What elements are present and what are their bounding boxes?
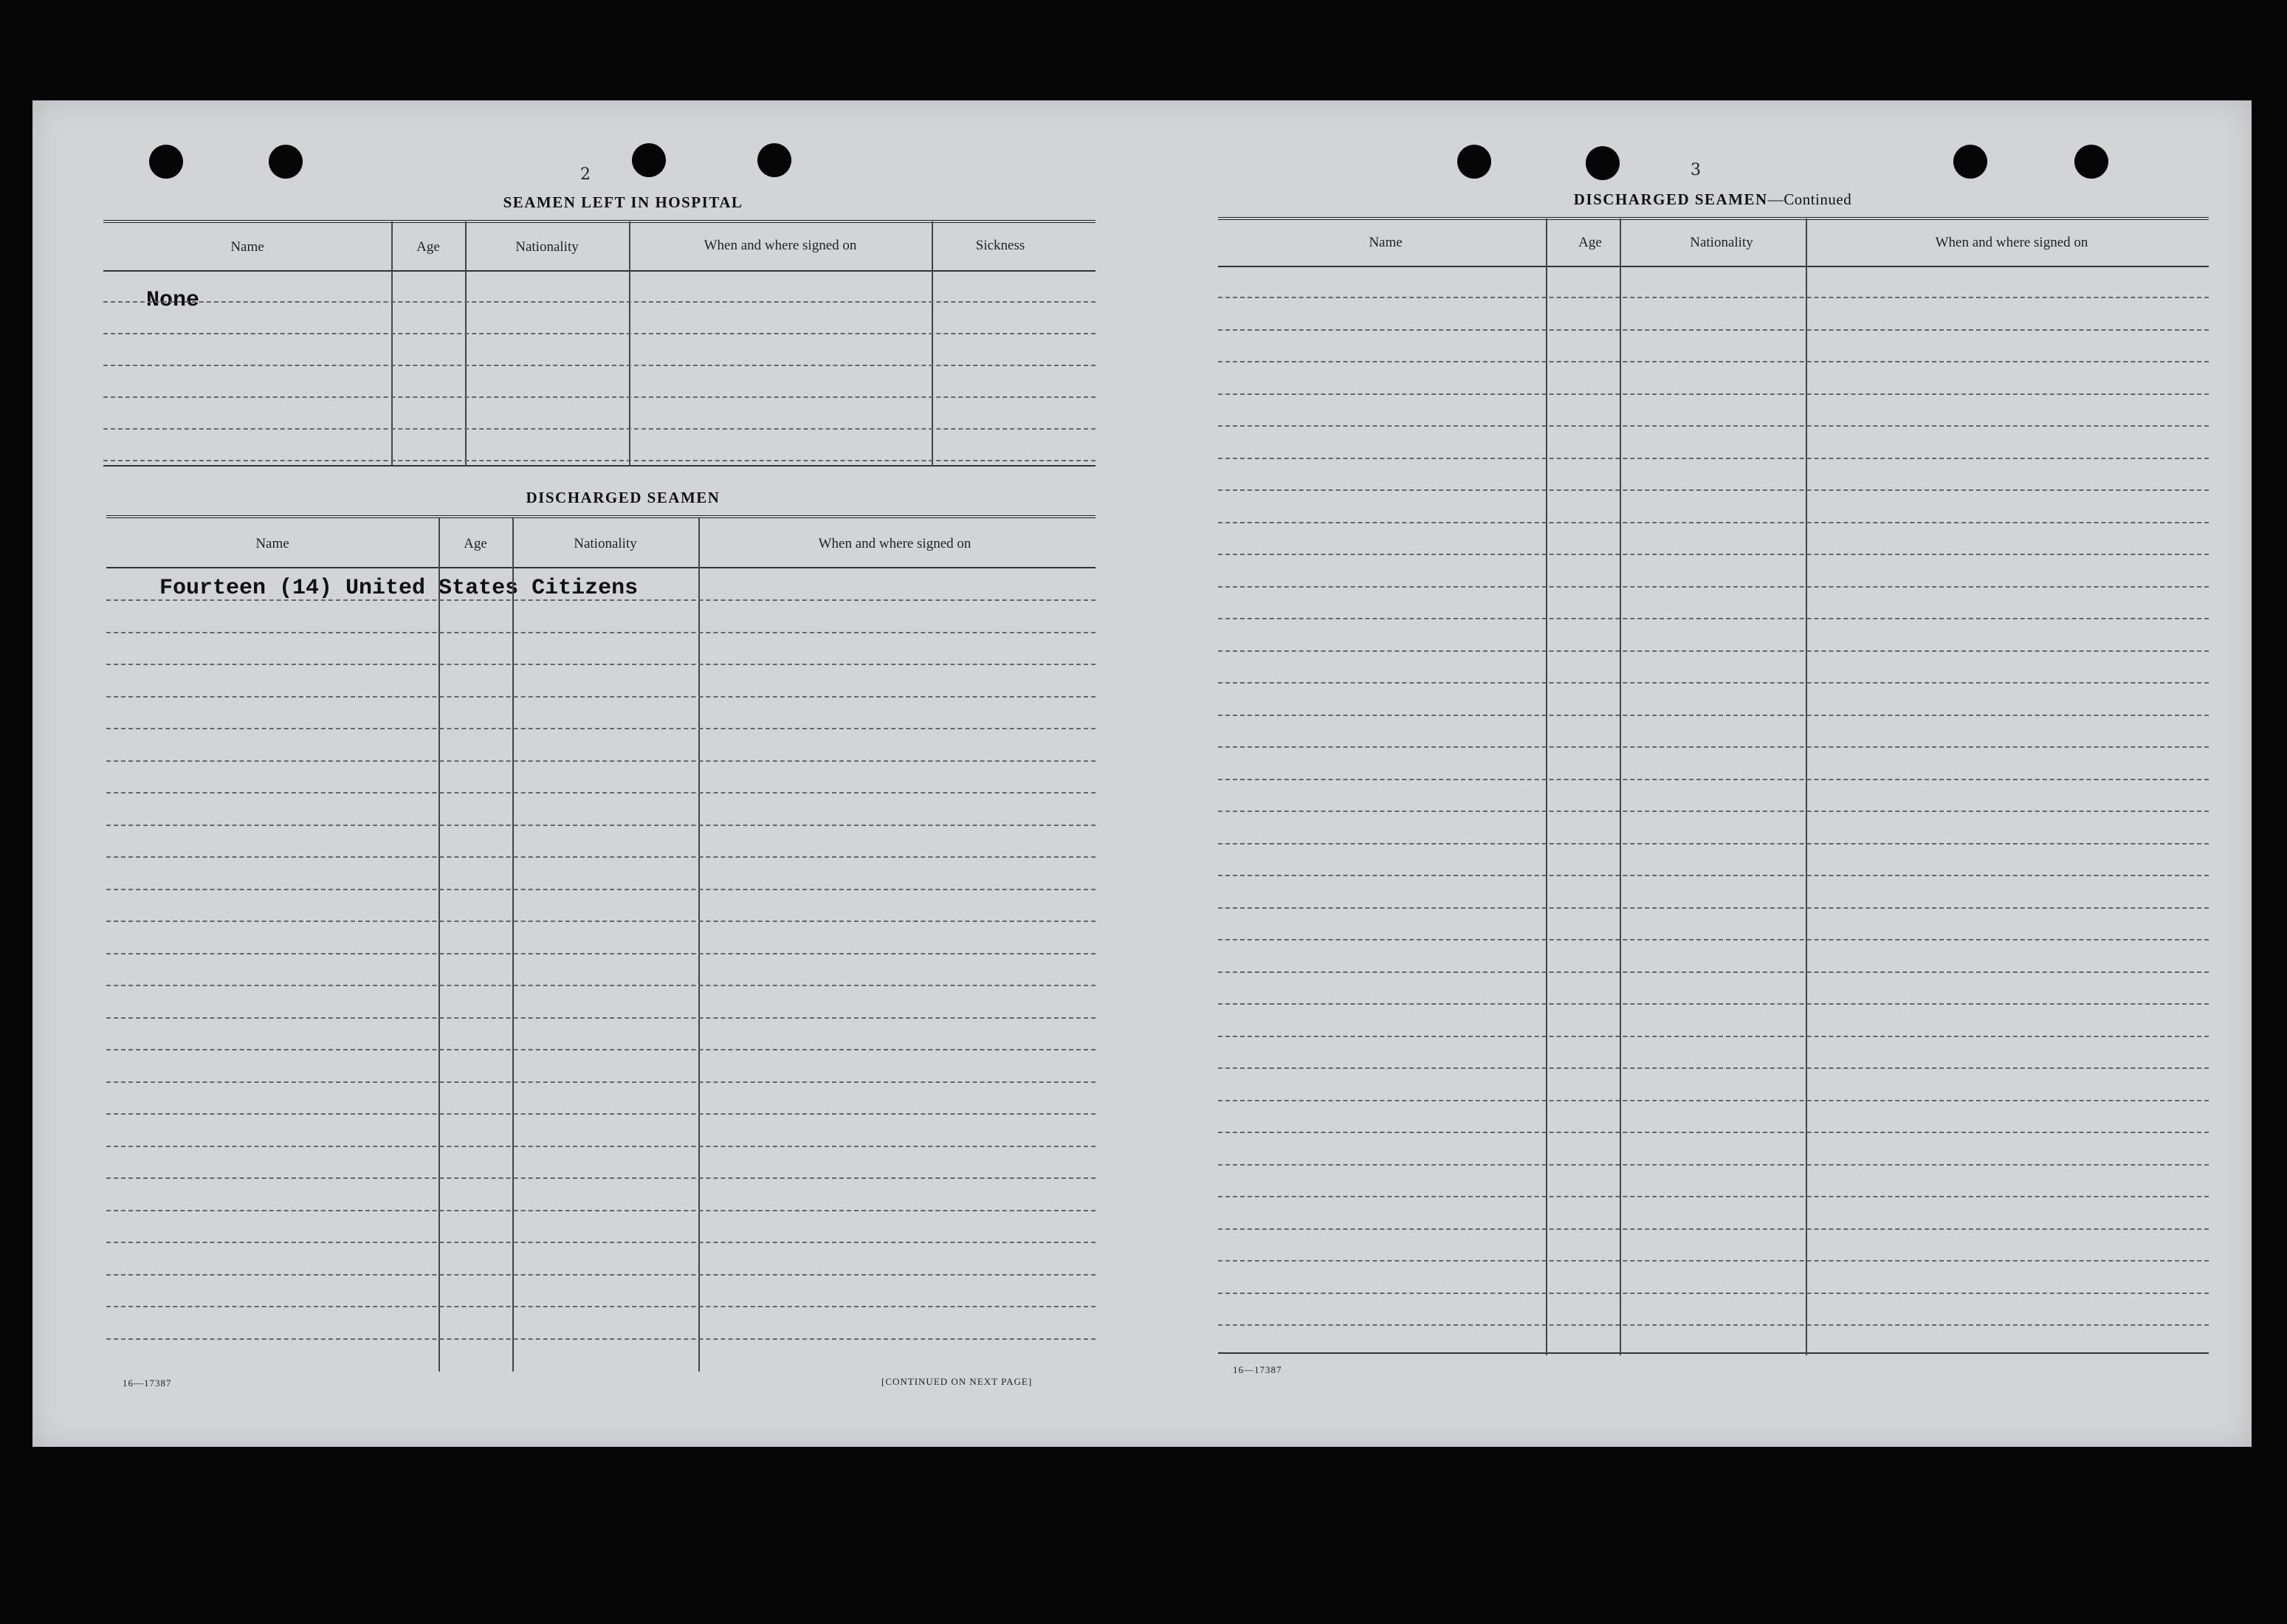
discharged-row-line bbox=[106, 856, 1096, 858]
discharged-top-rule bbox=[106, 515, 1096, 518]
discharged-row-line bbox=[106, 953, 1096, 954]
discharged-col-signed-on-header: When and where signed on bbox=[818, 536, 971, 551]
discharged-row-line bbox=[106, 632, 1096, 633]
right-row-line bbox=[1218, 618, 2209, 619]
punch-hole-6 bbox=[1586, 146, 1620, 180]
right-section-title-suffix: —Continued bbox=[1767, 190, 1852, 208]
discharged-row-line bbox=[106, 1146, 1096, 1147]
right-row-line bbox=[1218, 1036, 2209, 1037]
punch-hole-4 bbox=[757, 143, 791, 177]
right-col-signed-on-header: When and where signed on bbox=[1935, 235, 2088, 250]
right-row-line bbox=[1218, 1324, 2209, 1326]
right-row-line bbox=[1218, 1067, 2209, 1069]
hospital-col-nationality-header: Nationality bbox=[515, 239, 579, 255]
form-sheet bbox=[32, 100, 2252, 1447]
hospital-row-line bbox=[103, 428, 1096, 430]
right-row-line bbox=[1218, 1196, 2209, 1197]
right-row-line bbox=[1218, 329, 2209, 331]
hospital-column-divider bbox=[932, 221, 933, 467]
right-row-line bbox=[1218, 297, 2209, 298]
discharged-row-line bbox=[106, 1210, 1096, 1211]
hospital-column-divider bbox=[391, 221, 393, 467]
punch-hole-2 bbox=[269, 145, 303, 179]
discharged-row-line bbox=[106, 664, 1096, 665]
right-row-line bbox=[1218, 1100, 2209, 1101]
right-bottom-rule bbox=[1218, 1352, 2209, 1354]
hospital-col-signed-on-header: When and where signed on bbox=[704, 238, 857, 253]
discharged-row-line bbox=[106, 792, 1096, 794]
right-row-line bbox=[1218, 458, 2209, 459]
left-form-number: 16—17387 bbox=[123, 1377, 172, 1389]
discharged-row-line bbox=[106, 1274, 1096, 1276]
hospital-col-name-header: Name bbox=[230, 239, 264, 255]
hospital-col-sickness-header: Sickness bbox=[975, 238, 1025, 253]
right-row-line bbox=[1218, 1293, 2209, 1294]
right-section-title-main: DISCHARGED SEAMEN bbox=[1573, 190, 1768, 208]
hospital-top-rule bbox=[103, 220, 1096, 223]
punch-hole-5 bbox=[1457, 145, 1491, 179]
right-row-line bbox=[1218, 1164, 2209, 1166]
hospital-row-line bbox=[103, 333, 1096, 334]
right-row-line bbox=[1218, 811, 2209, 812]
hospital-header-rule bbox=[103, 270, 1096, 272]
discharged-col-nationality-header: Nationality bbox=[574, 536, 637, 551]
hospital-row-line bbox=[103, 301, 1096, 303]
discharged-column-divider bbox=[512, 518, 514, 1372]
discharged-row-line bbox=[106, 1081, 1096, 1083]
punch-hole-3 bbox=[632, 143, 666, 177]
right-col-age-header: Age bbox=[1578, 235, 1602, 250]
right-row-line bbox=[1218, 393, 2209, 395]
discharged-row-line bbox=[106, 921, 1096, 922]
right-row-line bbox=[1218, 425, 2209, 427]
right-row-line bbox=[1218, 939, 2209, 940]
right-top-rule bbox=[1218, 217, 2209, 220]
right-row-line bbox=[1218, 489, 2209, 491]
discharged-row-line bbox=[106, 728, 1096, 729]
discharged-row-line bbox=[106, 1338, 1096, 1340]
right-row-line bbox=[1218, 1003, 2209, 1005]
hospital-row-line bbox=[103, 460, 1096, 461]
right-section-title bbox=[1491, 190, 1934, 209]
discharged-row-line bbox=[106, 1049, 1096, 1050]
right-col-nationality-header: Nationality bbox=[1690, 235, 1753, 250]
hospital-bottom-rule bbox=[103, 465, 1096, 467]
right-column-divider bbox=[1620, 219, 1621, 1355]
punch-hole-8 bbox=[2074, 145, 2108, 179]
discharged-col-name-header: Name bbox=[255, 536, 289, 551]
hospital-column-divider bbox=[465, 221, 467, 467]
right-col-name-header: Name bbox=[1369, 235, 1403, 250]
right-header-rule bbox=[1218, 266, 2209, 267]
discharged-row-line bbox=[106, 696, 1096, 698]
discharged-row-line bbox=[106, 825, 1096, 826]
discharged-entry-text: Fourteen (14) United States Citizens bbox=[159, 576, 639, 601]
right-row-line bbox=[1218, 682, 2209, 684]
right-row-line bbox=[1218, 361, 2209, 362]
discharged-column-divider bbox=[698, 518, 700, 1372]
discharged-row-line bbox=[106, 1113, 1096, 1115]
right-page-number: 3 bbox=[1691, 161, 1701, 179]
discharged-row-line bbox=[106, 889, 1096, 890]
right-form-number: 16—17387 bbox=[1233, 1364, 1282, 1375]
hospital-col-age-header: Age bbox=[416, 239, 440, 255]
right-row-line bbox=[1218, 746, 2209, 748]
discharged-row-line bbox=[106, 599, 1096, 601]
right-row-line bbox=[1218, 1132, 2209, 1133]
right-row-line bbox=[1218, 1228, 2209, 1230]
right-column-divider bbox=[1546, 219, 1547, 1355]
continued-note: [CONTINUED ON NEXT PAGE] bbox=[881, 1376, 1033, 1387]
discharged-row-line bbox=[106, 1306, 1096, 1307]
hospital-row-line bbox=[103, 365, 1096, 366]
discharged-row-line bbox=[106, 1017, 1096, 1019]
discharged-col-age-header: Age bbox=[464, 536, 487, 551]
hospital-entry-none: None bbox=[146, 288, 200, 313]
hospital-section-title: SEAMEN LEFT IN HOSPITAL bbox=[503, 193, 743, 211]
discharged-row-line bbox=[106, 760, 1096, 762]
discharged-row-line bbox=[106, 1242, 1096, 1243]
right-row-line bbox=[1218, 971, 2209, 973]
right-row-line bbox=[1218, 1260, 2209, 1262]
hospital-row-line bbox=[103, 396, 1096, 398]
right-row-line bbox=[1218, 586, 2209, 588]
right-row-line bbox=[1218, 843, 2209, 844]
discharged-row-line bbox=[106, 985, 1096, 986]
discharged-header-rule bbox=[106, 567, 1096, 568]
punch-hole-1 bbox=[149, 145, 183, 179]
discharged-row-line bbox=[106, 1177, 1096, 1179]
discharged-section-title: DISCHARGED SEAMEN bbox=[526, 489, 721, 506]
right-row-line bbox=[1218, 650, 2209, 652]
right-row-line bbox=[1218, 907, 2209, 909]
punch-hole-7 bbox=[1953, 145, 1987, 179]
right-row-line bbox=[1218, 715, 2209, 716]
right-row-line bbox=[1218, 522, 2209, 523]
left-page-number: 2 bbox=[580, 165, 591, 184]
right-column-divider bbox=[1806, 219, 1807, 1355]
discharged-column-divider bbox=[439, 518, 440, 1372]
right-row-line bbox=[1218, 875, 2209, 876]
hospital-column-divider bbox=[629, 221, 630, 467]
right-row-line bbox=[1218, 779, 2209, 780]
right-row-line bbox=[1218, 554, 2209, 555]
